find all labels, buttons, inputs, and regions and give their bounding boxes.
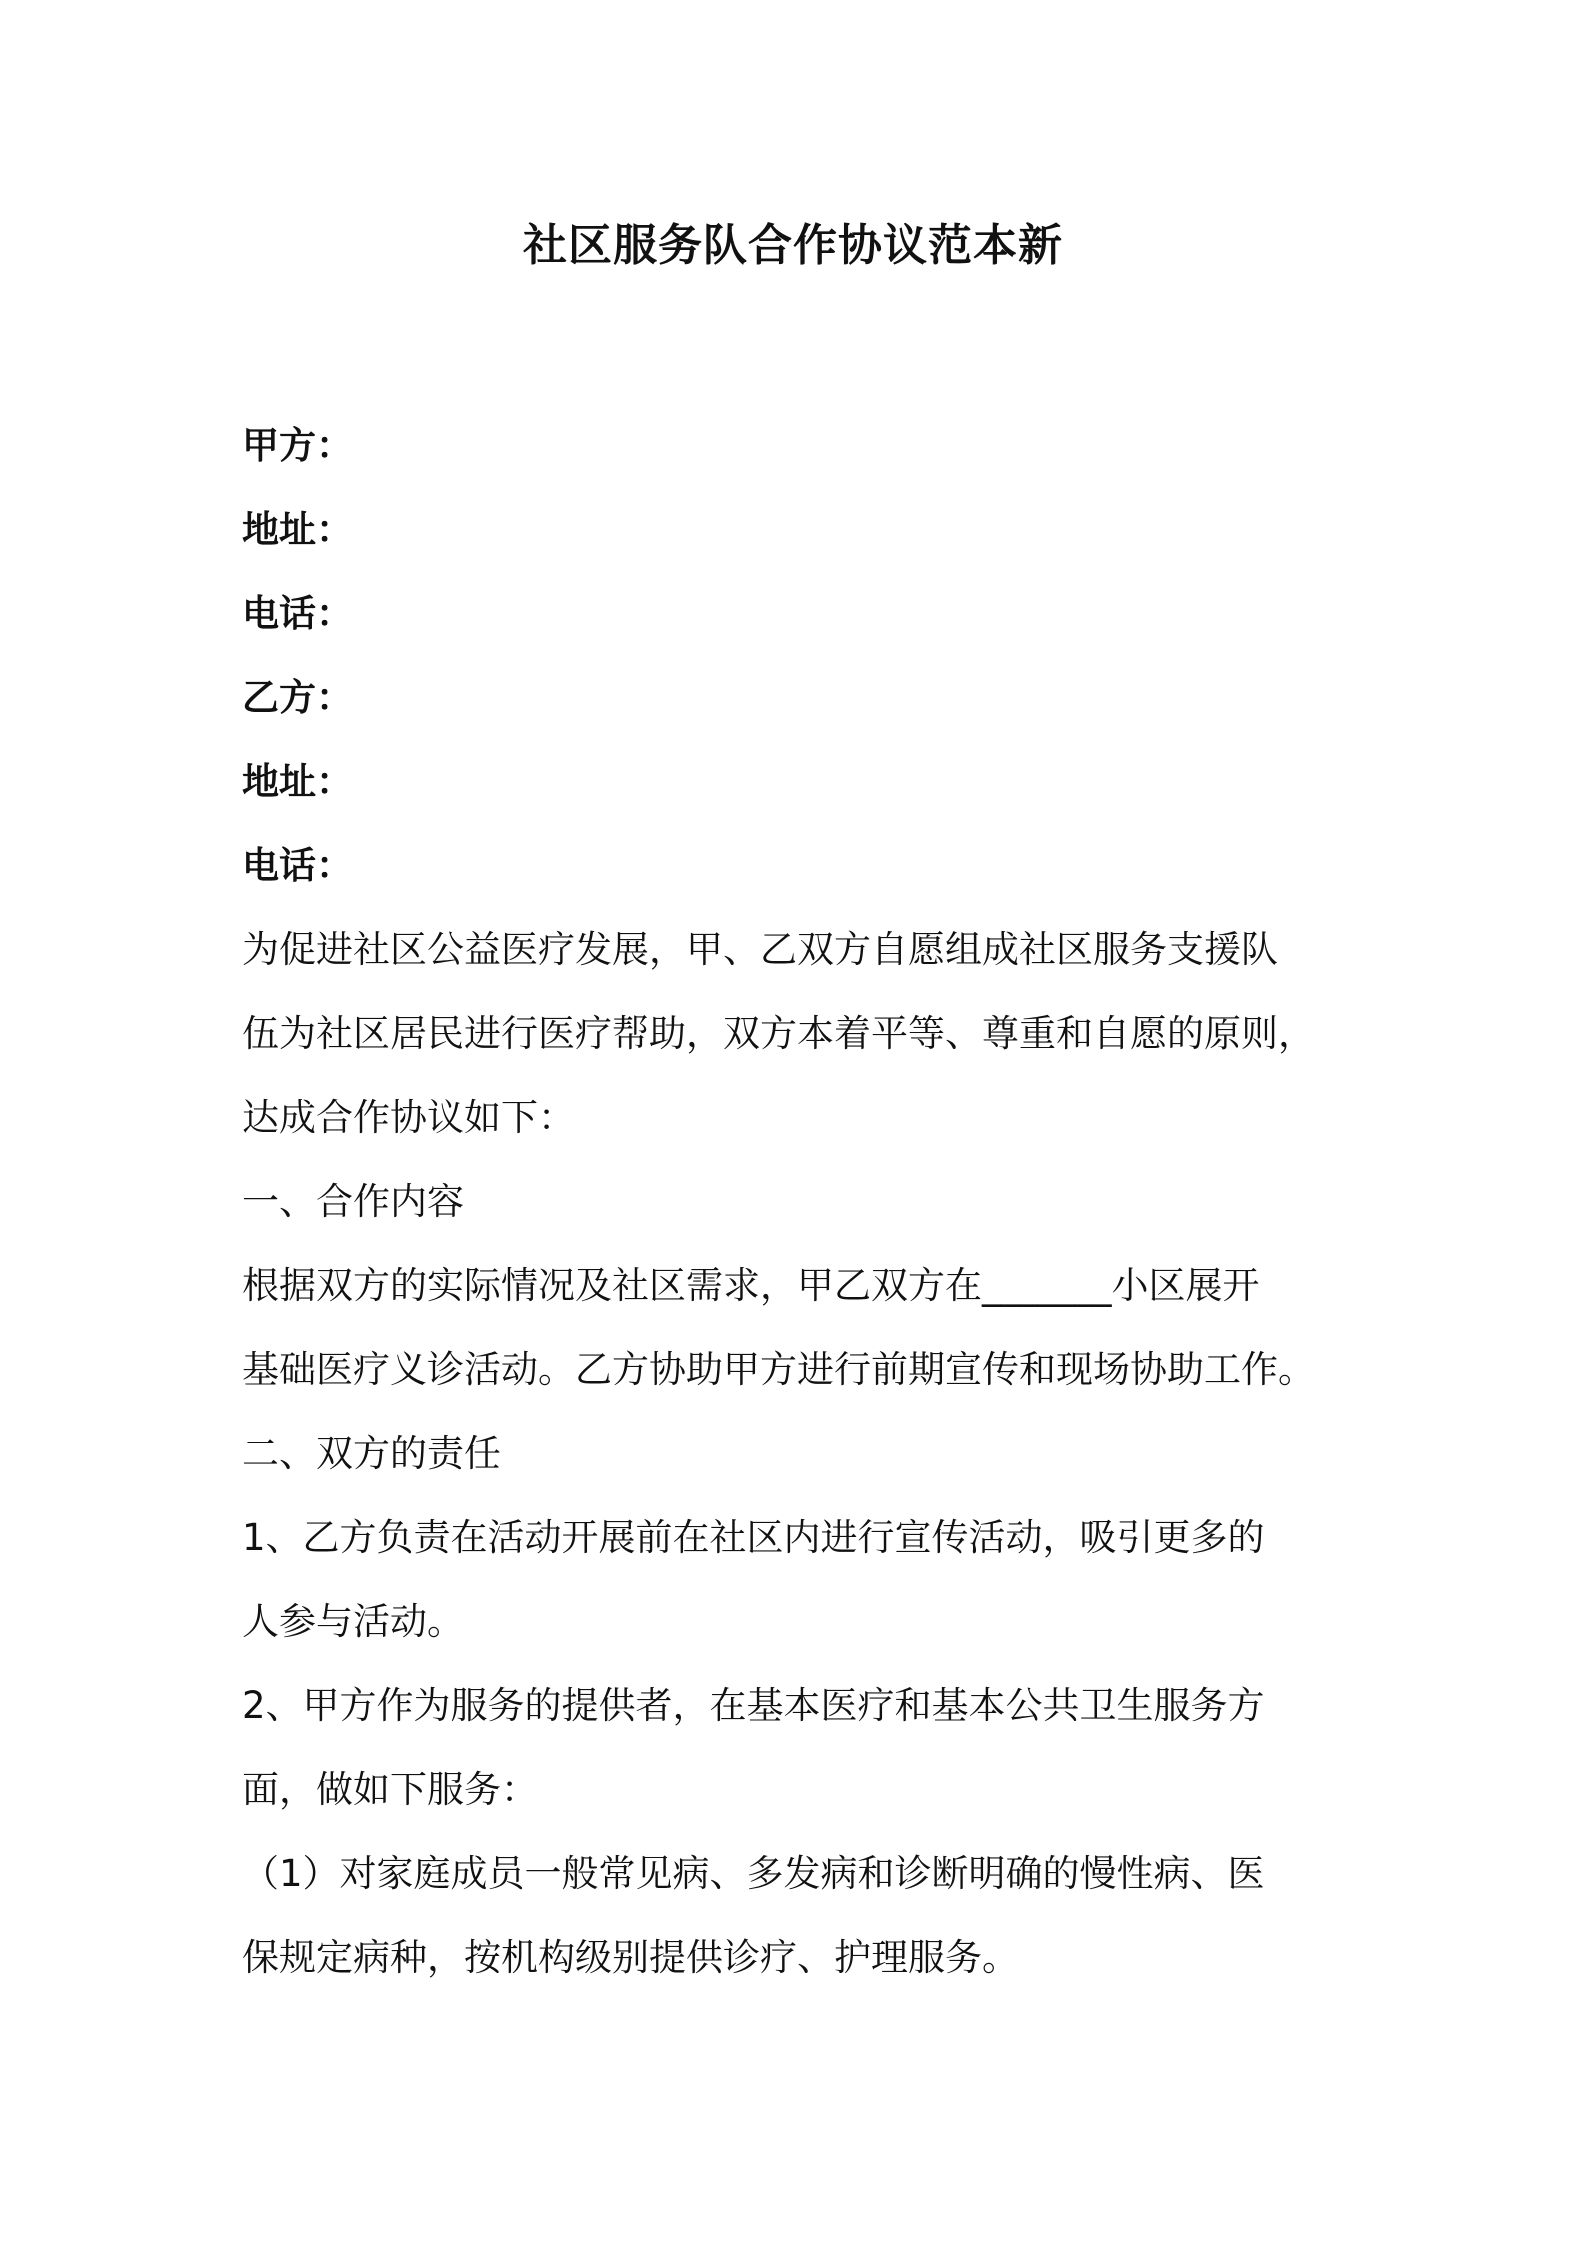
party-b-address-label: 地址： [242,760,353,803]
service-subitem-line: 保规定病种，按机构级别提供诊疗、护理服务。 [242,1936,1019,1979]
party-a-address-label: 地址： [242,508,353,551]
responsibility-item-line: 人参与活动。 [242,1600,464,1643]
responsibility-item-line: 2、甲方作为服务的提供者，在基本医疗和基本公共卫生服务方 [242,1684,1265,1727]
service-subitem-line: （1）对家庭成员一般常见病、多发病和诊断明确的慢性病、医 [242,1852,1265,1895]
party-b-phone-label: 电话： [242,844,353,887]
intro-paragraph-line: 为促进社区公益医疗发展，甲、乙双方自愿组成社区服务支援队 [242,928,1278,971]
intro-paragraph-line: 达成合作协议如下： [242,1096,575,1139]
intro-paragraph-line: 伍为社区居民进行医疗帮助，双方本着平等、尊重和自愿的原则， [242,1012,1315,1055]
cooperation-paragraph-line: 根据双方的实际情况及社区需求，甲乙双方在_______小区展开 [242,1264,1260,1307]
party-b-label: 乙方： [242,676,353,719]
section-heading-cooperation: 一、合作内容 [242,1180,464,1223]
document-body [242,404,1382,2000]
responsibility-item-line: 面，做如下服务： [242,1768,538,1811]
cooperation-paragraph-line: 基础医疗义诊活动。乙方协助甲方进行前期宣传和现场协助工作。 [242,1348,1315,1391]
party-a-label: 甲方： [242,424,353,467]
responsibility-item-line: 1、乙方负责在活动开展前在社区内进行宣传活动，吸引更多的 [242,1516,1265,1559]
party-a-phone-label: 电话： [242,592,353,635]
document-title: 社区服务队合作协议范本新 [523,220,1063,271]
section-heading-responsibilities: 二、双方的责任 [242,1432,501,1475]
